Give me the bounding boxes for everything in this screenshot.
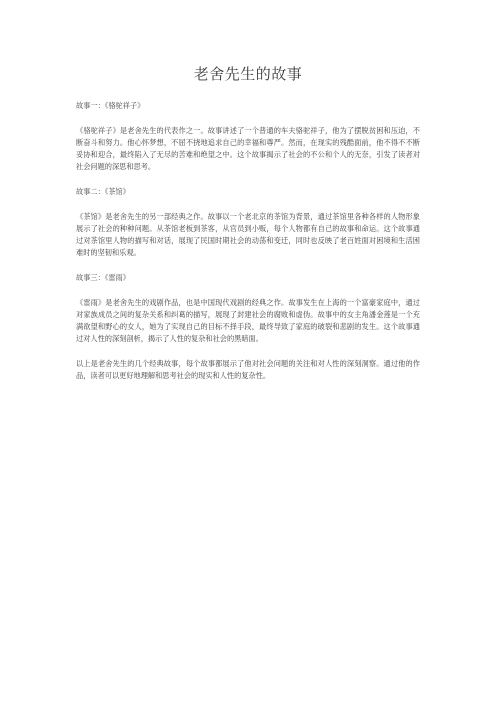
section-paragraph-1: 《骆驼祥子》是老舍先生的代表作之一。故事讲述了一个普通的车夫骆驼祥子，他为了摆脱贫困和压迫，不断奋斗和努力。他心怀梦想，不屈不挠地追求自己的幸福和尊严。然而，在现实的残酷面前，他不得不不断妥协和迎合，最终陷入了无尽的苦难和绝望之中。这个故事揭示了社会的不公和个人的无奈，引发了读者对社会问题的深思和思考。	[76, 126, 420, 171]
section-heading-1: 故事一：《骆驼祥子》	[76, 101, 145, 110]
document-body	[76, 100, 420, 395]
conclusion-paragraph: 以上是老舍先生的几个经典故事，每个故事都展示了他对社会问题的关注和对人性的深刻洞察。通过他的作品，读者可以更好地理解和思考社会的现实和人性的复杂性。	[76, 359, 420, 380]
section-paragraph-3: 《雷雨》是老舍先生的戏剧作品，也是中国现代戏剧的经典之作。故事发生在上海的一个富豪家庭中，通过对家族成员之间的复杂关系和纠葛的描写，展现了封建社会的腐败和虚伪。故事中的女主角潘金莲是一个充满欲望和野心的女人，她为了实现自己的目标不择手段，最终导致了家庭的破裂和悲剧的发生。这个故事通过对人性的深刻剖析，揭示了人性的复杂和社会的黑暗面。	[76, 298, 420, 343]
document-title: 老舍先生的故事	[193, 65, 303, 83]
section-heading-3: 故事三：《雷雨》	[76, 273, 130, 282]
section-paragraph-2: 《茶馆》是老舍先生的另一部经典之作。故事以一个老北京的茶馆为背景，通过茶馆里各种各样的人物形象展示了社会的种种问题。从茶馆老板到茶客，从官员到小贩，每个人物都有自己的故事和命运。这个故事通过对茶馆里人物的描写和对话，展现了民国时期社会的动荡和变迁，同时也反映了老百姓面对困境和生活困难时的坚韧和乐观。	[76, 212, 420, 257]
section-heading-2: 故事二：《茶馆》	[76, 187, 130, 196]
